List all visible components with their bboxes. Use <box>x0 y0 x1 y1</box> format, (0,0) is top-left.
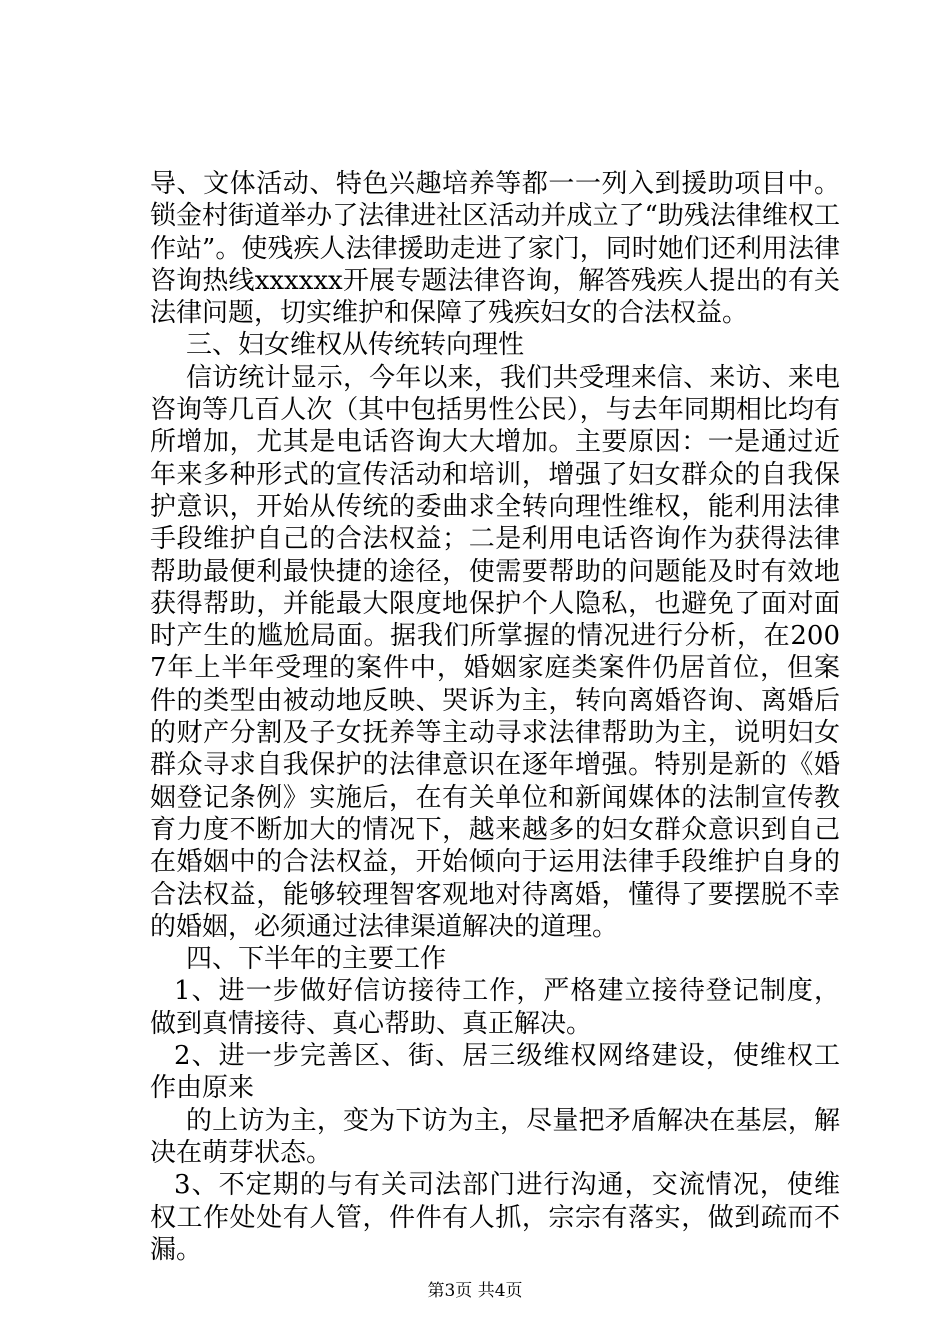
paragraph-petition-statistics: 信访统计显示，今年以来，我们共受理来信、来访、来电咨询等几百人次（其中包括男性公民），与去年同期相比均有所增加，尤其是电话咨询大大增加。主要原因：一是通过近年来多种形式的宣传活动和培训，增强了妇女群众的自我保护意识，开始从传统的委曲求全转向理性维权，能利用法律手段维护自己的合法权益；二是利用电话咨询作为获得法律帮助最便利最快捷的途径，使需要帮助的问题能及时有效地获得帮助，并能最大限度地保护个人隐私，也避免了面对面时产生的尴尬局面。据我们所掌握的情况进行分析，在2007年上半年受理的案件中，婚姻家庭类案件仍居首位，但案件的类型由被动地反映、哭诉为主，转向离婚咨询、离婚后的财产分割及子女抚养等主动寻求法律帮助为主，说明妇女群众寻求自我保护的法律意识在逐年增强。特别是新的《婚姻登记条例》实施后，在有关单位和新闻媒体的法制宣传教育力度不断加大的情况下，越来越多的妇女群众意识到自己在婚姻中的合法权益，开始倾向于运用法律手段维护自身的合法权益，能够较理智客观地对待离婚，懂得了要摆脱不幸的婚姻，必须通过法律渠道解决的道理。 <box>150 362 840 942</box>
document-body <box>150 168 840 1266</box>
work-item-3: 3、不定期的与有关司法部门进行沟通，交流情况，使维权工作处处有人管，件件有人抓，宗宗有落实，做到疏而不漏。 <box>150 1170 840 1265</box>
section-heading-4: 四、下半年的主要工作 <box>186 944 447 975</box>
page-number-footer: 第3页 共4页 <box>427 1281 523 1301</box>
section-heading-3: 三、妇女维权从传统转向理性 <box>186 330 525 361</box>
work-item-2: 2、进一步完善区、街、居三级维权网络建设，使维权工作由原来 <box>150 1041 840 1104</box>
paragraph-legal-aid-continued: 导、文体活动、特色兴趣培养等都一一列入到援助项目中。锁金村街道举办了法律进社区活动并成立了“助残法律维权工作站”。使残疾人法律援助走进了家门，同时她们还利用法律咨询热线xxxxxx开展专题法律咨询，解答残疾人提出的有关法律问题，切实维护和保障了残疾妇女的合法权益。 <box>150 169 840 329</box>
work-item-1: 1、进一步做好信访接待工作，严格建立接待登记制度，做到真情接待、真心帮助、真正解决。 <box>150 976 840 1039</box>
work-item-2-continued: 的上访为主，变为下访为主，尽量把矛盾解决在基层，解决在萌芽状态。 <box>150 1105 840 1168</box>
